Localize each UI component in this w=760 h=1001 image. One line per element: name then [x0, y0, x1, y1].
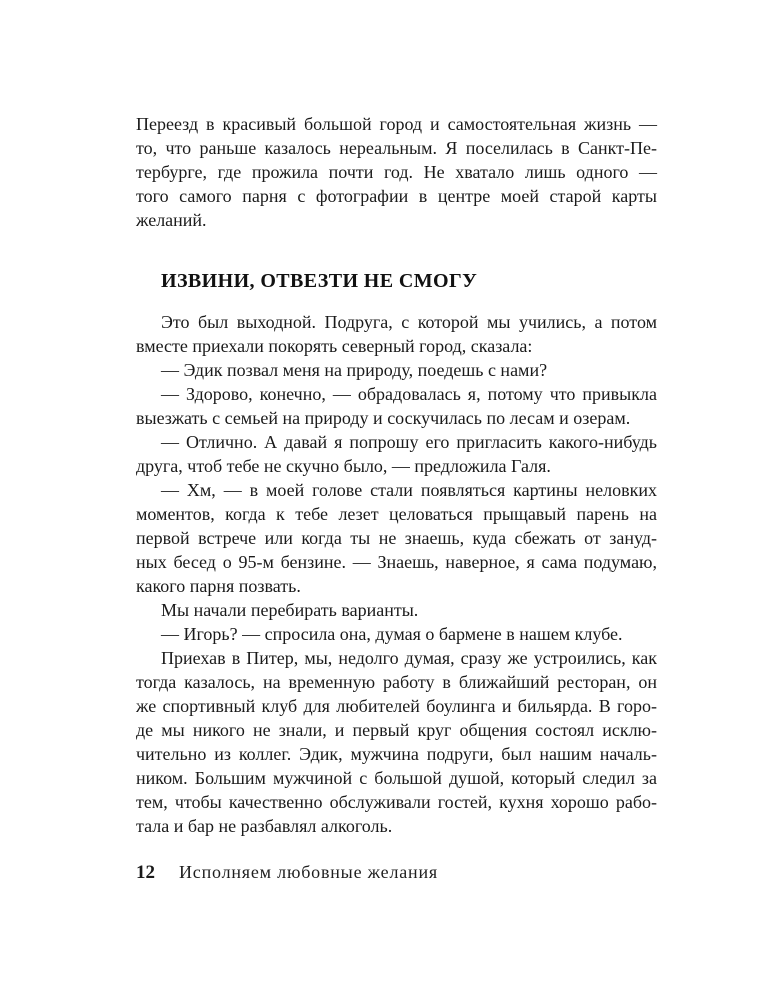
paragraph: [136, 598, 657, 622]
text-line: тогда казалось, на временную работу в ближайший ресторан, он: [136, 672, 657, 692]
text-line: — Игорь? — спросила она, думая о бармене в нашем клубе.: [161, 624, 623, 644]
text-line: тала и бар не разбавлял алкоголь.: [136, 816, 393, 836]
text-line: тербурге, где прожила почти год. Не хватало лишь одного —: [136, 162, 657, 182]
paragraph: [136, 382, 657, 430]
paragraph: [136, 646, 657, 838]
text-line: Это был выходной. Подруга, с которой мы учились, а потом: [161, 312, 657, 332]
text-line: — Хм, — в моей голове стали появляться картины неловких: [161, 480, 657, 500]
page-number: 12: [136, 862, 155, 883]
text-line: — Здорово, конечно, — обрадовалась я, потому что привыкла: [161, 384, 657, 404]
paragraph: [136, 430, 657, 478]
text-line: желаний.: [136, 210, 207, 230]
text-line: моментов, когда к тебе лезет целоваться прыщавый парень на: [136, 504, 657, 524]
text-line: ником. Большим мужчиной с большой душой, который следил за: [136, 768, 657, 788]
paragraph: [136, 622, 657, 646]
text-line: Приехав в Питер, мы, недолго думая, сразу же устроились, как: [161, 648, 657, 668]
paragraph: [136, 112, 657, 232]
text-line: какого парня позвать.: [136, 576, 301, 596]
paragraph: [136, 310, 657, 358]
text-line: де мы никого не знали, и первый круг общения состоял исклю-: [136, 720, 657, 740]
text-line: Мы начали перебирать варианты.: [161, 600, 419, 620]
paragraph: [136, 478, 657, 598]
paragraph: [136, 358, 657, 382]
text-line: — Отлично. А давай я попрошу его пригласить какого-нибудь: [161, 432, 657, 452]
text-line: Переезд в красивый большой город и самостоятельная жизнь —: [136, 114, 657, 134]
text-line: чительно из коллег. Эдик, мужчина подруги, был нашим началь-: [136, 744, 657, 764]
text-line: того самого парня с фотографии в центре моей старой карты: [136, 186, 657, 206]
page-footer: [136, 862, 438, 884]
text-line: тем, чтобы качественно обслуживали гостей, кухня хорошо рабо-: [136, 792, 657, 812]
running-title: Исполняем любовные желания: [179, 862, 438, 882]
section-heading: ИЗВИНИ, ОТВЕЗТИ НЕ СМОГУ: [161, 270, 478, 292]
text-line: — Эдик позвал меня на природу, поедешь с нами?: [161, 360, 548, 380]
text-line: вместе приехали покорять северный город, сказала:: [136, 336, 533, 356]
text-block: [136, 112, 657, 838]
text-line: же спортивный клуб для любителей боулинга и бильярда. В горо-: [136, 696, 657, 716]
text-line: ных бесед о 95-м бензине. — Знаешь, наверное, я сама подумаю,: [136, 552, 657, 572]
text-line: выезжать с семьей на природу и соскучилась по лесам и озерам.: [136, 408, 631, 428]
text-line: то, что раньше казалось нереальным. Я поселилась в Санкт-Пе-: [136, 138, 657, 158]
text-line: первой встрече или когда ты не знаешь, куда сбежать от зануд-: [136, 528, 657, 548]
text-line: друга, чтоб тебе не скучно было, — предложила Галя.: [136, 456, 551, 476]
